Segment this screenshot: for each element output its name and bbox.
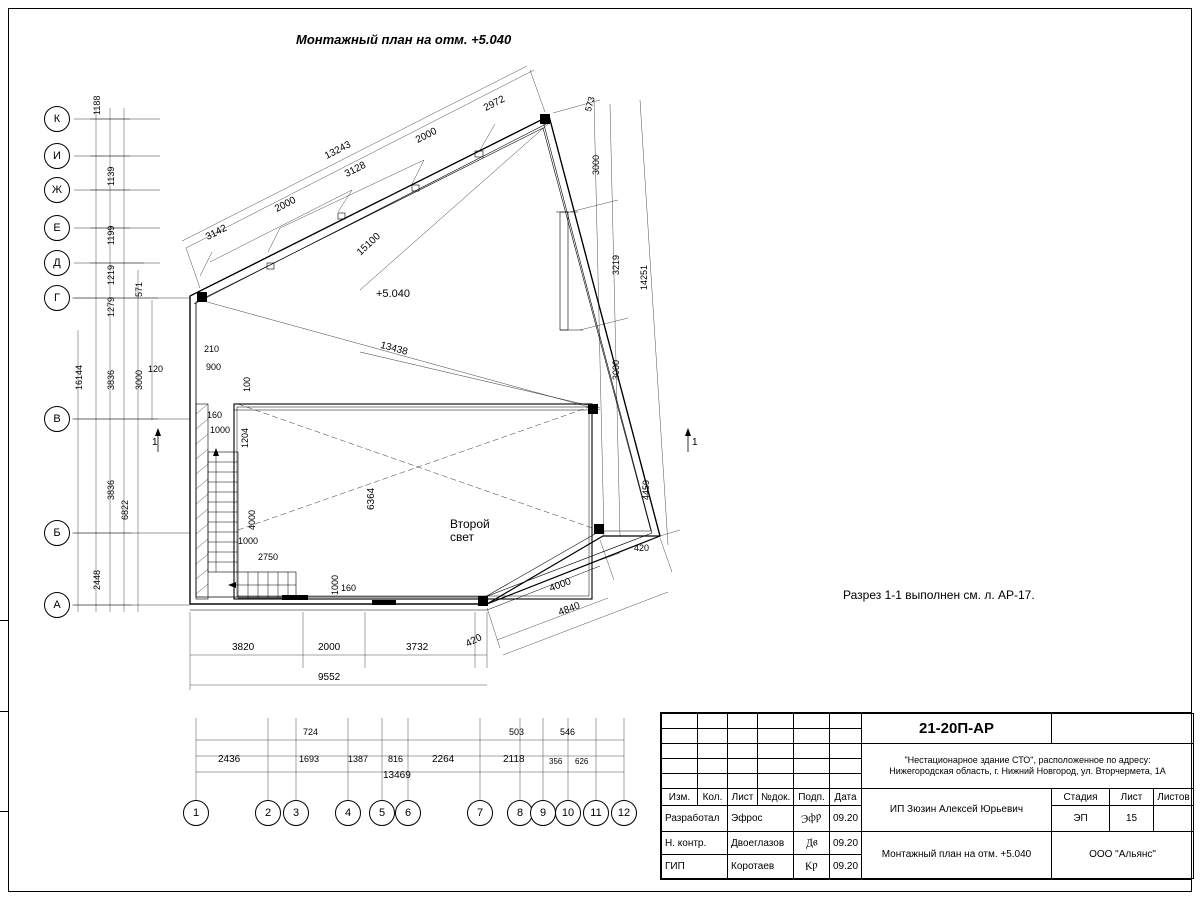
customer-name: ИП Зюзин Алексей Юрьевич [862,789,1052,832]
project-code: 21-20П-АР [862,714,1052,744]
room-label-line2: свет [450,530,475,544]
dimension-text: 1188 [92,95,102,115]
dimension-text: 573 [583,95,597,113]
axis-bubble-number: 4 [335,800,361,826]
dimension-text: 4000 [548,576,573,595]
date-gip: 09.20 [830,855,862,879]
stamp-col-kol: Кол. [698,789,728,806]
stamp-col-list: Лист [728,789,758,806]
stamp-col-izm: Изм. [662,789,698,806]
stamp-revision-cell [758,714,794,729]
stamp-revision-cell [662,729,698,744]
stamp-revision-cell [728,774,758,789]
dimension-text: 3128 [343,159,368,180]
dimension-text: 1204 [240,427,250,448]
axis-bubble-number: 2 [255,800,281,826]
dimension-text: 9552 [318,672,341,683]
drawing-name: Монтажный план на отм. +5.040 [862,831,1052,878]
dimension-text: 3000 [611,359,621,380]
dimension-text: 1000 [330,574,340,595]
stamp-revision-cell [698,759,728,774]
object-line-2: Нижегородская область, г. Нижний Новгород, ул. Вторчермета, 1А [889,766,1166,776]
stamp-revision-cell [794,759,830,774]
dimension-text: 3836 [106,369,116,390]
axis-bubble-letter: И [44,143,70,169]
dimension-text: 816 [388,754,404,764]
section-mark-right: 1 [692,437,698,448]
stamp-revision-cell [830,714,862,729]
stamp-revision-cell [698,729,728,744]
stamp-revision-cell [662,714,698,729]
stage-header: Стадия [1052,789,1110,806]
dimension-text: 16144 [74,364,84,390]
dimension-text: 356 [549,757,563,766]
company-name: ООО "Альянс" [1052,831,1194,878]
dimension-text: 210 [204,344,220,354]
date-normcontrol: 09.20 [830,831,862,855]
axis-bubble-letter: Г [44,285,70,311]
signature-glyph: Эфр [800,809,823,826]
stamp-revision-cell [794,729,830,744]
object-description [862,744,1194,789]
stamp-revision-cell [728,729,758,744]
dimension-text: 160 [207,410,223,420]
role-gip: ГИП [662,855,728,879]
dimension-text: 3000 [134,369,144,390]
role-normcontrol: Н. контр. [662,831,728,855]
name-developer: Эфрос [728,806,794,832]
stamp-revision-cell [830,759,862,774]
axis-bubble-number: 7 [467,800,493,826]
stage-value: ЭП [1052,806,1110,832]
dimension-text: 13243 [323,139,353,162]
date-developer: 09.20 [830,806,862,832]
dimension-text: 2436 [218,754,241,765]
axis-bubble-letter: Е [44,215,70,241]
object-line-1: "Нестационарное здание СТО", расположенное по адресу: [904,755,1151,765]
axis-bubble-letter: В [44,406,70,432]
dimension-text: 2118 [503,754,525,765]
dimension-text: 420 [464,632,484,650]
room-label-line1: Второй [450,517,490,531]
sheets-header: Листов [1154,789,1194,806]
stamp-col-data: Дата [830,789,862,806]
dimension-text: 14251 [639,264,649,290]
dimension-text: 724 [303,727,319,737]
dimension-text: 1000 [210,425,231,435]
stamp-revision-cell [830,774,862,789]
sheet-header: Лист [1110,789,1154,806]
stamp-revision-cell [794,774,830,789]
stamp-revision-cell [662,744,698,759]
dimension-text: 15100 [355,231,383,259]
stamp-revision-cell [728,744,758,759]
axis-bubble-letter: Д [44,250,70,276]
stamp-revision-cell [758,759,794,774]
stamp-revision-cell [728,759,758,774]
dimension-text: 6364 [366,487,377,510]
axis-bubble-letter: Б [44,520,70,546]
dimension-text: 2000 [414,125,439,146]
name-normcontrol: Двоеглазов [728,831,794,855]
room-label [450,518,490,544]
axis-bubble-number: 9 [530,800,556,826]
axis-bubble-number: 6 [395,800,421,826]
stamp-col-ndok: №док. [758,789,794,806]
section-note: Разрез 1-1 выполнен см. л. АР-17. [843,588,1035,602]
dimension-text: 1387 [348,754,369,764]
stamp-revision-cell [830,729,862,744]
stamp-revision-cell [698,774,728,789]
dimension-text: 100 [242,376,252,392]
dimension-text: 3219 [611,254,621,275]
stamp-revision-cell [794,744,830,759]
dimension-text: 4000 [247,509,257,530]
axis-bubble-letter: А [44,592,70,618]
stamp-revision-cell [698,714,728,729]
dimension-text: 4840 [557,600,582,619]
title-block [660,712,1192,880]
stamp-revision-cell [758,774,794,789]
axis-bubble-letter: К [44,106,70,132]
stamp-col-podp: Подп. [794,789,830,806]
dimension-text: 1199 [106,225,116,245]
stamp-revision-cell [728,714,758,729]
stamp-revision-cell [758,744,794,759]
stamp-revision-cell [830,744,862,759]
dimension-text: 546 [560,727,576,737]
dimension-text: 3000 [591,154,601,175]
signature-gip [794,855,830,879]
dimension-text: 160 [341,583,357,593]
page-title: Монтажный план на отм. +5.040 [296,32,512,47]
dimension-text: 1000 [238,536,259,546]
dimension-text: 571 [134,281,144,297]
dimension-text: 6822 [120,499,130,520]
stamp-revision-cell [758,729,794,744]
axis-bubble-number: 12 [611,800,637,826]
dimension-text: 2264 [432,754,455,765]
dimension-text: 2000 [318,642,341,653]
role-developer: Разработал [662,806,728,832]
dimension-text: 1139 [106,166,116,186]
name-gip: Коротаев [728,855,794,879]
axis-bubble-number: 3 [283,800,309,826]
dimension-text: 626 [575,757,589,766]
dimension-text: 1693 [299,754,320,764]
signature-normcontrol [794,831,830,855]
dimension-text: 420 [634,543,650,553]
dimension-text: 2972 [482,93,507,114]
dimension-text: 2750 [258,552,279,562]
signature-glyph: Кр [803,859,819,874]
dimension-text: 3142 [204,222,229,243]
dimension-text: 1279 [106,296,116,317]
axis-bubble-number: 5 [369,800,395,826]
stamp-revision-cell [794,714,830,729]
signature-glyph: Дв [804,835,819,850]
section-mark-left: 1 [152,437,158,448]
dimension-text: 503 [509,727,525,737]
dimension-text: 1219 [106,264,116,285]
dimension-text: 13469 [383,770,411,781]
sheet-value: 15 [1110,806,1154,832]
dimension-text: 900 [206,362,222,372]
dimension-text: 3820 [232,642,255,653]
axis-bubble-number: 10 [555,800,581,826]
dimension-text: 13438 [379,340,409,358]
dimension-text: 3836 [106,479,116,500]
dimension-text: 3732 [406,642,429,653]
stamp-empty-top [1052,714,1194,744]
dimension-text: 4459 [641,479,651,500]
stamp-revision-cell [662,774,698,789]
axis-bubble-number: 1 [183,800,209,826]
dimension-text: 2448 [92,569,102,590]
signature-developer [794,806,830,832]
stamp-revision-cell [662,759,698,774]
dimension-text: 120 [148,364,164,374]
axis-bubble-number: 11 [583,800,609,826]
axis-bubble-number: 8 [507,800,533,826]
sheets-value [1154,806,1194,832]
axis-bubble-letter: Ж [44,177,70,203]
elevation-label: +5.040 [376,288,410,300]
stamp-revision-cell [698,744,728,759]
dimension-text: 2000 [273,194,298,215]
